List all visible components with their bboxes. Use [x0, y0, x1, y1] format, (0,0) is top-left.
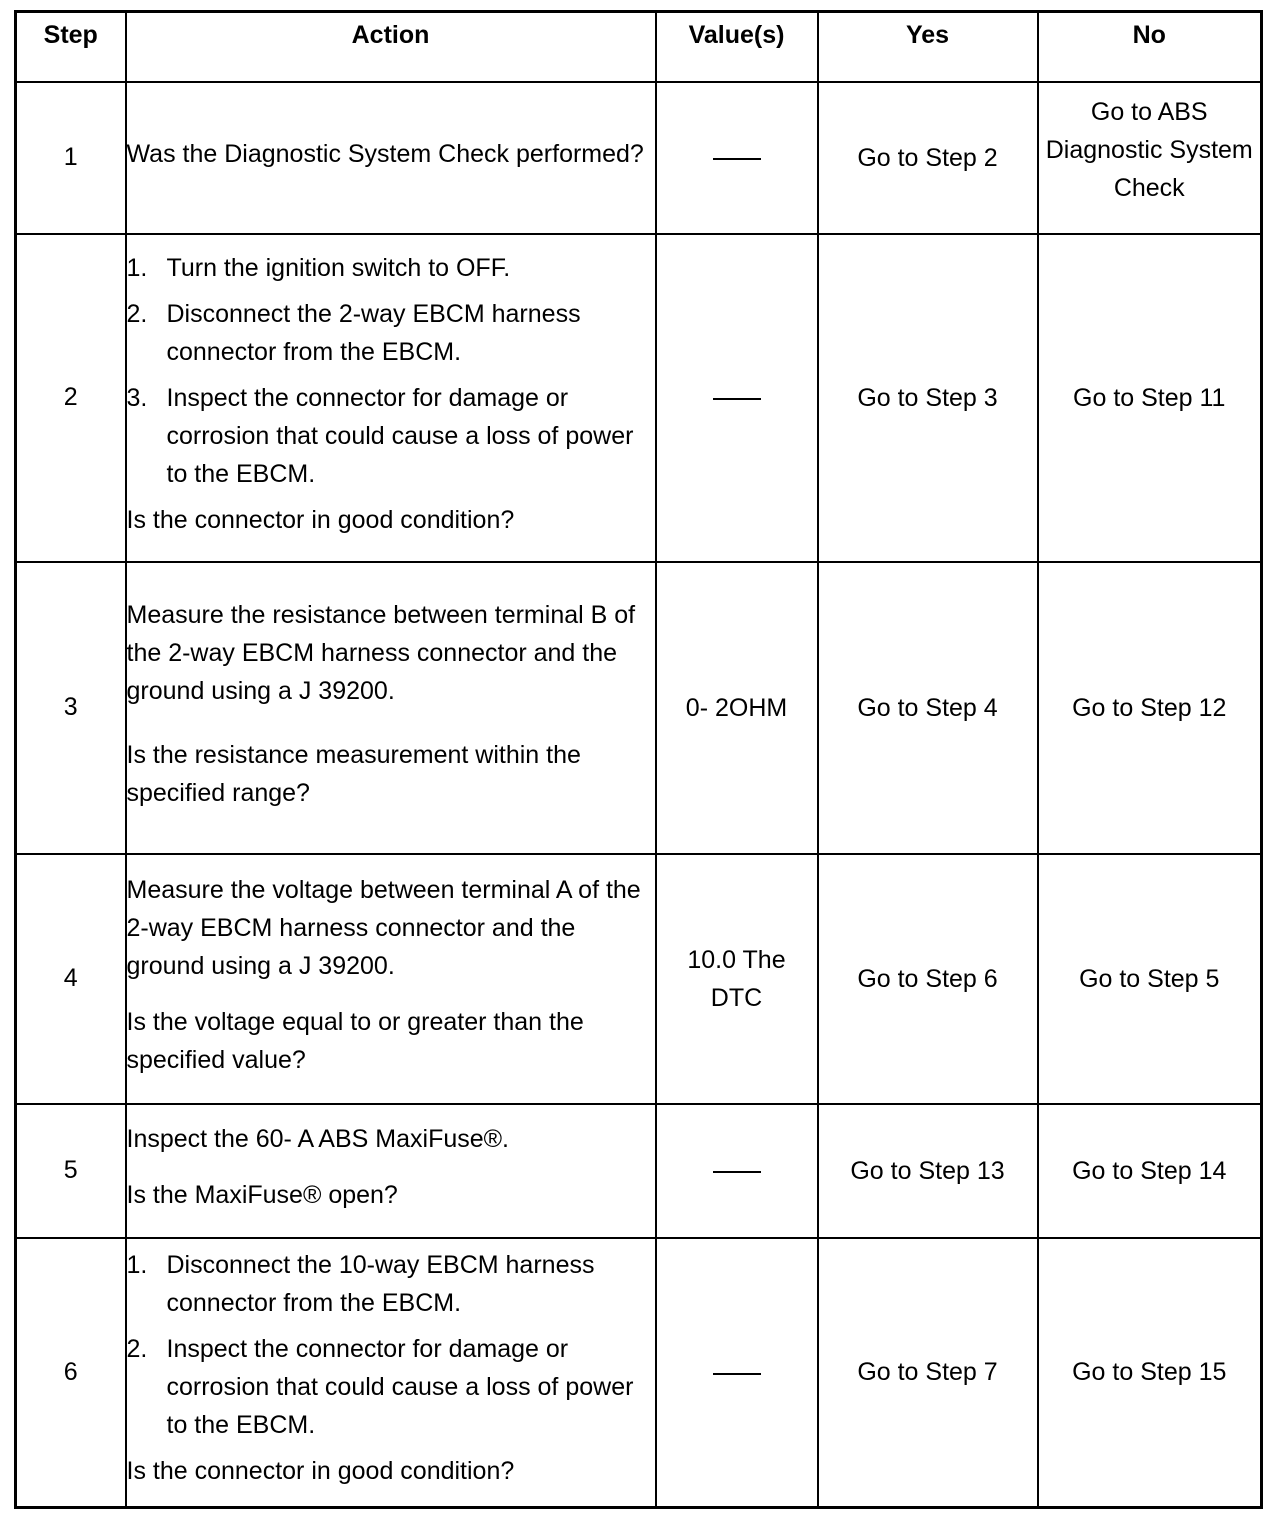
action-text: Measure the resistance between terminal B of the 2-way EBCM harness connector and the ground using a J 39200.: [126, 600, 636, 705]
table-row: [16, 82, 1262, 234]
step-number: 5: [16, 1104, 126, 1238]
value-cell: [656, 1238, 818, 1508]
header-yes: Yes: [818, 12, 1038, 82]
value-text: 0- 2OHM: [656, 562, 818, 854]
yes-cell: Go to Step 4: [818, 562, 1038, 854]
list-item: 2. Disconnect the 2-way EBCM harness connector from the EBCM.: [126, 299, 581, 366]
step-number: 6: [16, 1238, 126, 1508]
no-cell: Go to Step 11: [1038, 234, 1262, 562]
action-question: Is the voltage equal to or greater than the specified value?: [126, 1007, 584, 1074]
value-text: 10.0 The DTC: [656, 854, 818, 1104]
action-text: Was the Diagnostic System Check performed?: [126, 139, 644, 168]
step-number: 3: [16, 562, 126, 854]
diagnostic-table: [14, 10, 1263, 1509]
action-text: Measure the voltage between terminal A of the 2-way EBCM harness connector and the ground using a J 39200.: [126, 875, 641, 980]
no-cell: Go to ABS Diagnostic System Check: [1038, 82, 1262, 234]
header-values: Value(s): [656, 12, 818, 82]
value-dash: [713, 398, 761, 400]
action-steps-list: [127, 249, 655, 493]
header-action: Action: [126, 12, 656, 82]
no-cell: Go to Step 14: [1038, 1104, 1262, 1238]
yes-cell: Go to Step 2: [818, 82, 1038, 234]
table-row: [16, 1238, 1262, 1508]
no-cell: Go to Step 5: [1038, 854, 1262, 1104]
header-row: [16, 12, 1262, 82]
action-text: Inspect the 60- A ABS MaxiFuse®.: [126, 1124, 510, 1153]
value-cell: [656, 1104, 818, 1238]
step-number: 1: [16, 82, 126, 234]
no-cell: Go to Step 15: [1038, 1238, 1262, 1508]
action-question: Is the connector in good condition?: [126, 505, 515, 534]
action-question: Is the connector in good condition?: [126, 1457, 515, 1486]
yes-cell: Go to Step 13: [818, 1104, 1038, 1238]
list-item: 2. Inspect the connector for damage or corrosion that could cause a loss of power to the EBCM.: [126, 1335, 634, 1440]
table-row: [16, 562, 1262, 854]
table-row: [16, 854, 1262, 1104]
header-step: Step: [16, 12, 126, 82]
action-steps-list: [127, 1246, 655, 1444]
header-no: No: [1038, 12, 1262, 82]
value-cell: [656, 82, 818, 234]
action-cell: [126, 1238, 656, 1508]
table-row: [16, 234, 1262, 562]
yes-cell: Go to Step 6: [818, 854, 1038, 1104]
list-item: 1. Turn the ignition switch to OFF.: [126, 253, 511, 282]
list-item: 1. Disconnect the 10-way EBCM harness connector from the EBCM.: [126, 1251, 595, 1318]
no-cell: Go to Step 12: [1038, 562, 1262, 854]
table-row: [16, 1104, 1262, 1238]
step-number: 4: [16, 854, 126, 1104]
step-number: 2: [16, 234, 126, 562]
list-item: 3. Inspect the connector for damage or corrosion that could cause a loss of power to the EBCM.: [126, 383, 634, 488]
value-dash: [713, 1171, 761, 1173]
value-dash: [713, 158, 761, 160]
action-cell: [126, 234, 656, 562]
yes-cell: Go to Step 7: [818, 1238, 1038, 1508]
action-cell: [126, 562, 656, 854]
yes-cell: Go to Step 3: [818, 234, 1038, 562]
action-question: Is the MaxiFuse® open?: [126, 1180, 398, 1209]
value-cell: [656, 234, 818, 562]
action-question: Is the resistance measurement within the specified range?: [126, 740, 581, 807]
action-cell: [126, 854, 656, 1104]
action-cell: [126, 1104, 656, 1238]
action-cell: [126, 82, 656, 234]
value-dash: [713, 1373, 761, 1375]
